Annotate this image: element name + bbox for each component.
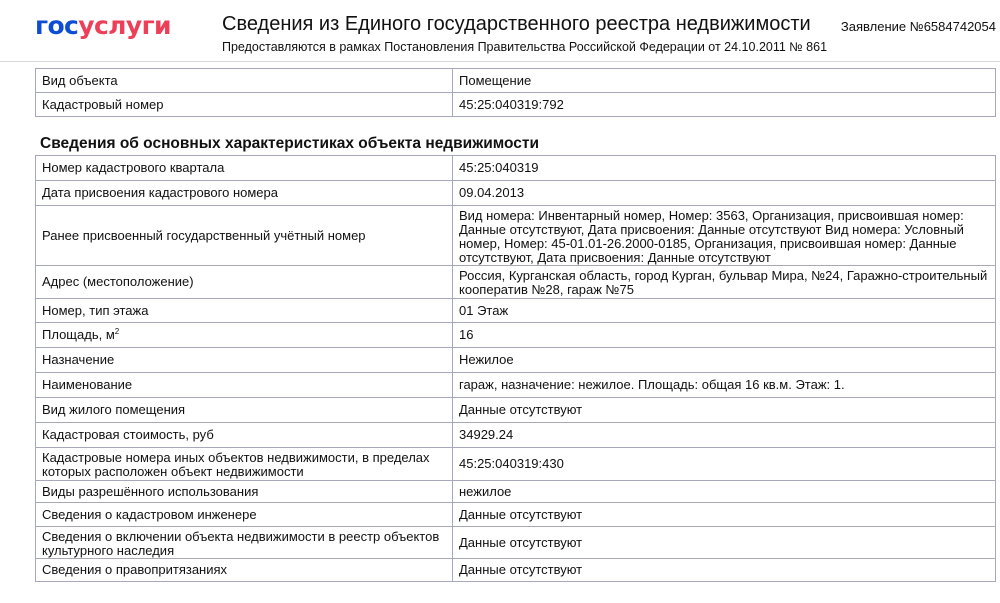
table-row [36, 299, 996, 323]
table-row [36, 373, 996, 398]
table-row [36, 559, 996, 582]
row-label: Назначение [36, 348, 453, 373]
row-label: Дата присвоения кадастрового номера [36, 181, 453, 206]
row-label: Виды разрешённого использования [36, 481, 453, 503]
row-value: Данные отсутствуют [453, 527, 996, 559]
table-row [36, 481, 996, 503]
section-title: Сведения об основных характеристиках объекта недвижимости [40, 135, 539, 152]
row-value: Россия, Курганская область, город Курган, бульвар Мира, №24, Гаражно-строительный кооператив №28, гараж №75 [453, 266, 996, 299]
row-label: Кадастровая стоимость, руб [36, 423, 453, 448]
row-value: 34929.24 [453, 423, 996, 448]
row-value: 16 [453, 323, 996, 348]
row-label: Номер, тип этажа [36, 299, 453, 323]
object-info-table [35, 68, 996, 117]
row-label: Сведения о включении объекта недвижимости в реестр объектов культурного наследия [36, 527, 453, 559]
row-label: Наименование [36, 373, 453, 398]
table-row [36, 181, 996, 206]
row-value: гараж, назначение: нежилое. Площадь: общая 16 кв.м. Этаж: 1. [453, 373, 996, 398]
application-number: Заявление №6584742054 [840, 19, 996, 34]
row-label: Номер кадастрового квартала [36, 156, 453, 181]
table-row [36, 503, 996, 527]
row-value: Вид номера: Инвентарный номер, Номер: 3563, Организация, присвоившая номер: Данные отсутствуют, Дата присвоения: Данные отсутствуют Вид номера: Условный номер, Номер: 45-01.01-26.2000-0185, Организация, присвоившая номер: Данные отсутствуют, Дата присвоения: Данные отсутствуют [453, 206, 996, 266]
object-type-value: Помещение [453, 69, 996, 93]
cadastral-number-label: Кадастровый номер [36, 93, 453, 117]
row-label: Сведения о кадастровом инженере [36, 503, 453, 527]
row-value: Данные отсутствуют [453, 503, 996, 527]
document-header [0, 0, 1000, 62]
table-row [36, 323, 996, 348]
object-type-label: Вид объекта [36, 69, 453, 93]
document-title: Сведения из Единого государственного реестра недвижимости [222, 13, 811, 35]
table-row [36, 398, 996, 423]
row-label: Вид жилого помещения [36, 398, 453, 423]
cadastral-number-value: 45:25:040319:792 [453, 93, 996, 117]
table-row [36, 156, 996, 181]
characteristics-table [35, 155, 996, 582]
table-row [36, 69, 996, 93]
table-row [36, 448, 996, 481]
table-row [36, 423, 996, 448]
row-label: Адрес (местоположение) [36, 266, 453, 299]
table-row [36, 266, 996, 299]
row-value: Нежилое [453, 348, 996, 373]
row-value: Данные отсутствуют [453, 559, 996, 582]
row-value: 45:25:040319:430 [453, 448, 996, 481]
row-value: 09.04.2013 [453, 181, 996, 206]
row-label: Кадастровые номера иных объектов недвижимости, в пределах которых расположен объект недвижимости [36, 448, 453, 481]
row-label: Сведения о правопритязаниях [36, 559, 453, 582]
document-subtitle: Предоставляются в рамках Постановления Правительства Российской Федерации от 24.10.2011 № 861 [222, 40, 828, 54]
row-label: Площадь, $м^2$ [36, 323, 453, 348]
gosuslugi-logo[interactable]: госуслуги [35, 11, 171, 40]
row-value: 01 Этаж [453, 299, 996, 323]
table-row [36, 93, 996, 117]
row-label: Ранее присвоенный государственный учётный номер [36, 206, 453, 266]
row-value: Данные отсутствуют [453, 398, 996, 423]
table-row [36, 348, 996, 373]
unit-superscript: 2 [114, 327, 120, 336]
table-row [36, 527, 996, 559]
table-row [36, 206, 996, 266]
row-value: 45:25:040319 [453, 156, 996, 181]
row-value: нежилое [453, 481, 996, 503]
